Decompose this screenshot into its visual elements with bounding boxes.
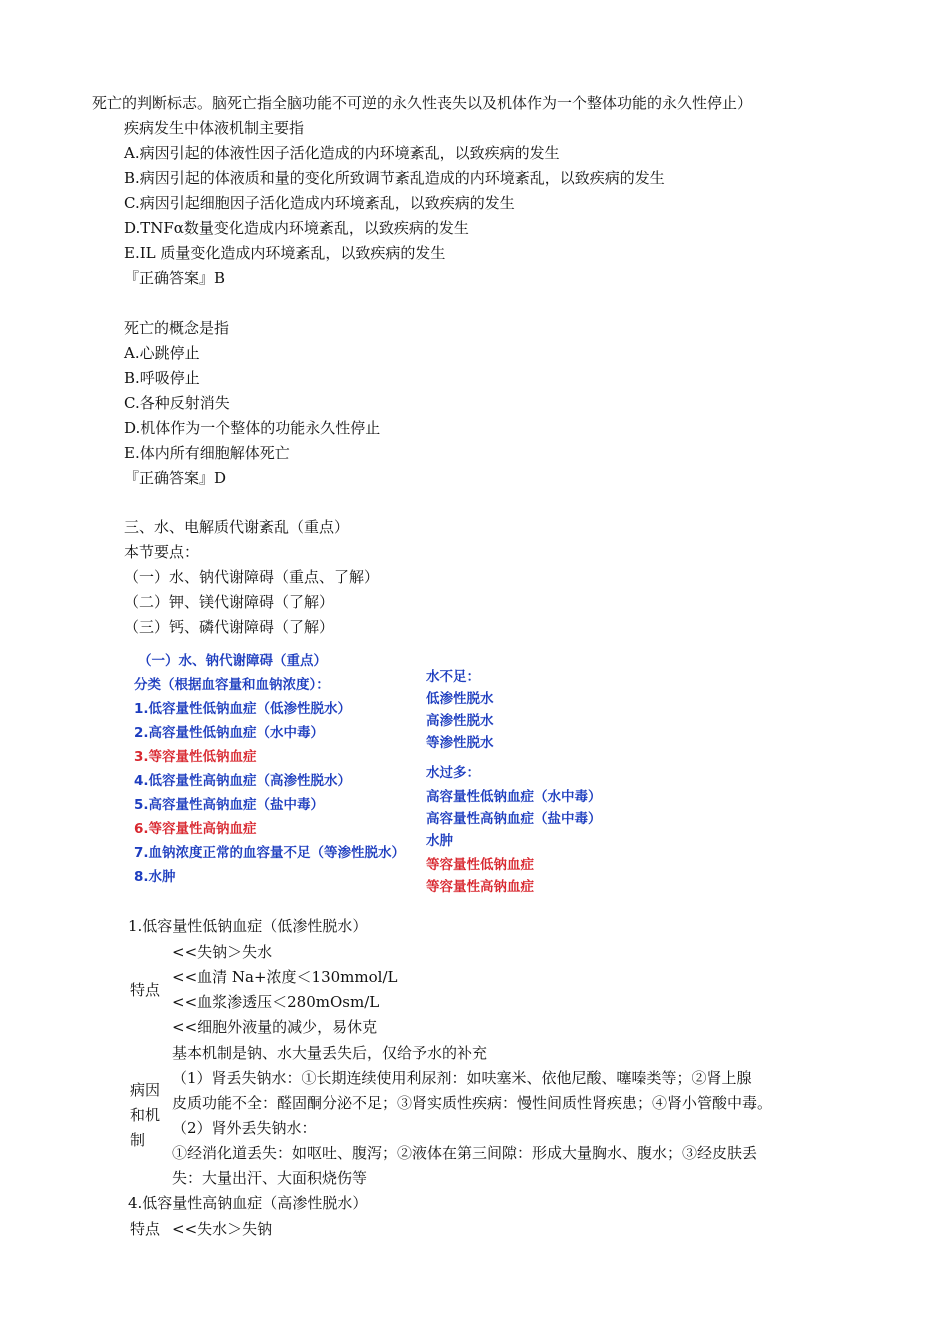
- question-1-option-d: D.TNFα数量变化造成内环境紊乱，以致疾病的发生: [124, 219, 469, 237]
- figure-right-item-5: 高容量性高钠血症（盐中毒）: [426, 811, 602, 827]
- figure-left-subtitle: 分类（根据血容量和血钠浓度）：: [134, 677, 330, 693]
- classification-figure: [128, 648, 628, 898]
- figure-right-item-8: 等容量性高钠血症: [426, 879, 534, 895]
- figure-right-item-1: 低渗性脱水: [426, 691, 494, 707]
- detail-4-features-label: 特点: [130, 1220, 161, 1238]
- mechanism-line-4: （2）肾外丢失钠水：: [172, 1119, 317, 1137]
- section-title: 三、水、电解质代谢紊乱（重点）: [124, 518, 350, 536]
- key-point-3: （三）钙、磷代谢障碍（了解）: [124, 618, 335, 636]
- figure-left-title: （一）水、钠代谢障碍（重点）: [138, 653, 327, 669]
- figure-right-item-4: 高容量性低钠血症（水中毒）: [426, 789, 602, 805]
- question-1-option-c: C.病因引起细胞因子活化造成内环境紊乱，以致疾病的发生: [124, 194, 515, 212]
- question-1-option-b: B.病因引起的体液质和量的变化所致调节紊乱造成的内环境紊乱，以致疾病的发生: [124, 169, 665, 187]
- key-point-1: （一）水、钠代谢障碍（重点、了解）: [124, 568, 380, 586]
- question-1-stem: 疾病发生中体液机制主要指: [124, 119, 305, 137]
- figure-right-item-7: 等容量性低钠血症: [426, 857, 534, 873]
- figure-left-item-3: 3.等容量性低钠血症: [134, 749, 257, 765]
- question-2-option-a: A.心跳停止: [124, 344, 200, 362]
- question-2-answer: 『正确答案』D: [124, 469, 227, 487]
- question-1-answer: 『正确答案』B: [124, 269, 226, 287]
- key-points-label: 本节要点：: [124, 543, 200, 561]
- figure-right-item-2: 高渗性脱水: [426, 713, 494, 729]
- intro-text: 死亡的判断标志。脑死亡指全脑功能不可逆的永久性丧失以及机体作为一个整体功能的永久性停止）: [92, 94, 753, 112]
- figure-right-title-2: 水过多：: [426, 765, 480, 781]
- figure-left-item-6: 6.等容量性高钠血症: [134, 821, 257, 837]
- mechanism-line-5: ①经消化道丢失：如呕吐、腹泻；②液体在第三间隙：形成大量胸水、腹水；③经皮肤丢: [172, 1144, 758, 1162]
- figure-left-item-5: 5.高容量性高钠血症（盐中毒）: [134, 797, 325, 813]
- question-2-option-b: B.呼吸停止: [124, 369, 200, 387]
- features-label: 特点: [130, 981, 161, 999]
- feature-3: <<血浆渗透压＜280mOsm/L: [172, 993, 380, 1011]
- question-2-option-d: D.机体作为一个整体的功能永久性停止: [124, 419, 381, 437]
- figure-right-title-1: 水不足：: [426, 669, 480, 685]
- detail-4-title: 4.低容量性高钠血症（高渗性脱水）: [128, 1194, 368, 1212]
- mechanism-label-2: 和机: [130, 1106, 161, 1124]
- question-2-stem: 死亡的概念是指: [124, 319, 230, 337]
- detail-4-feature-1: <<失水＞失钠: [172, 1220, 273, 1238]
- figure-right-item-6: 水肿: [426, 833, 453, 849]
- figure-left-item-2: 2.高容量性低钠血症（水中毒）: [134, 725, 325, 741]
- feature-4: <<细胞外液量的减少，易休克: [172, 1018, 378, 1036]
- detail-1-title: 1.低容量性低钠血症（低渗性脱水）: [128, 917, 368, 935]
- mechanism-line-3: 皮质功能不全：醛固酮分泌不足；③肾实质性疾病：慢性间质性肾疾患；④肾小管酸中毒。: [172, 1094, 773, 1112]
- feature-1: <<失钠＞失水: [172, 943, 273, 961]
- question-2-option-e: E.体内所有细胞解体死亡: [124, 444, 290, 462]
- figure-left-item-7: 7.血钠浓度正常的血容量不足（等渗性脱水）: [134, 845, 406, 861]
- figure-left-item-8: 8.水肿: [134, 869, 176, 885]
- figure-right-item-3: 等渗性脱水: [426, 735, 494, 751]
- feature-2: <<血清 Na+浓度＜130mmol/L: [172, 968, 398, 986]
- mechanism-line-1: 基本机制是钠、水大量丢失后，仅给予水的补充: [172, 1044, 488, 1062]
- mechanism-label-3: 制: [130, 1131, 146, 1149]
- key-point-2: （二）钾、镁代谢障碍（了解）: [124, 593, 335, 611]
- question-1-option-a: A.病因引起的体液性因子活化造成的内环境紊乱，以致疾病的发生: [124, 144, 560, 162]
- question-2-option-c: C.各种反射消失: [124, 394, 230, 412]
- mechanism-line-6: 失：大量出汗、大面积烧伤等: [172, 1169, 368, 1187]
- question-1-option-e: E.IL 质量变化造成内环境紊乱，以致疾病的发生: [124, 244, 446, 262]
- mechanism-label-1: 病因: [130, 1081, 161, 1099]
- figure-left-item-1: 1.低容量性低钠血症（低渗性脱水）: [134, 701, 352, 717]
- figure-left-item-4: 4.低容量性高钠血症（高渗性脱水）: [134, 773, 352, 789]
- mechanism-line-2: （1）肾丢失钠水：①长期连续使用利尿剂：如呋塞米、依他尼酸、噻嗪类等；②肾上腺: [172, 1069, 752, 1087]
